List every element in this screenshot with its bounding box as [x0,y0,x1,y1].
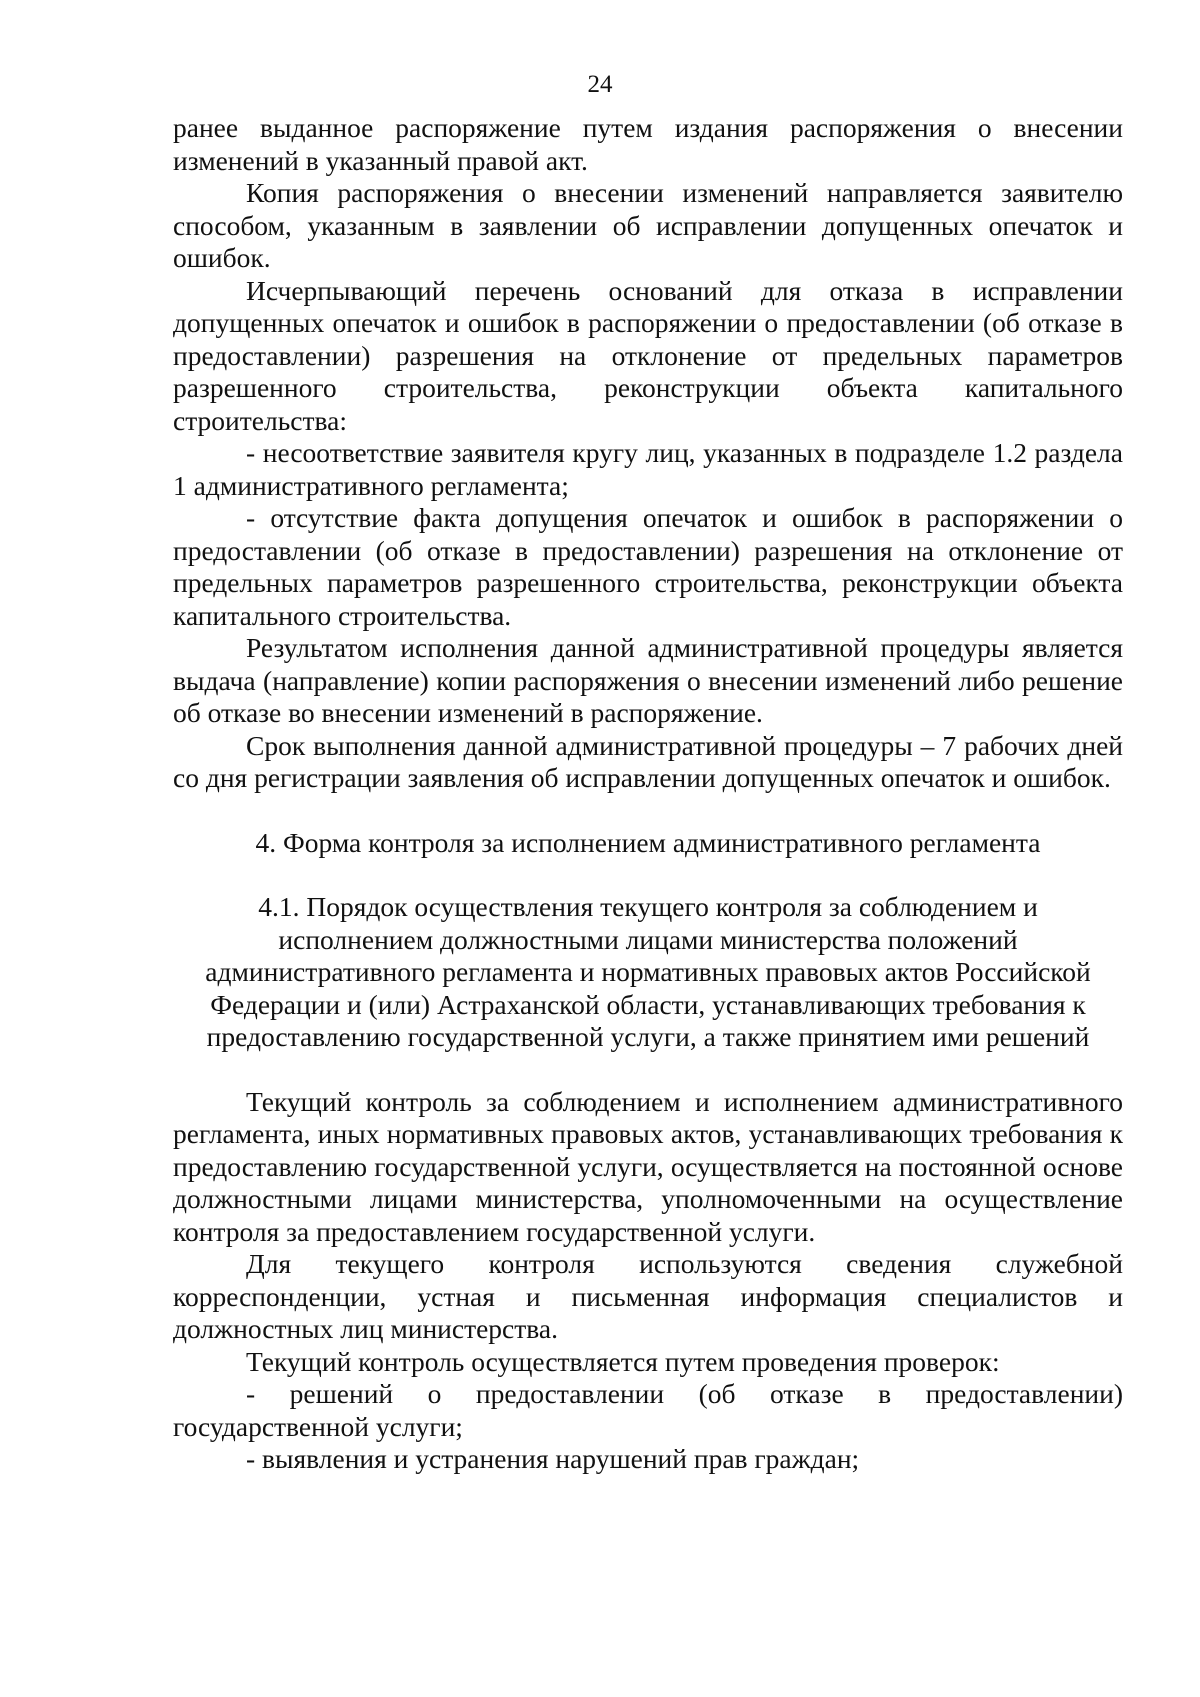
subsection-heading-line: исполнением должностными лицами министерства положений [278,923,1018,955]
subsection-heading [173,891,1123,1054]
paragraph-control-sources: Для текущего контроля используются сведения служебной корреспонденции, устная и письменная информация специалистов и должностных лиц министерства. [173,1248,1123,1344]
subsection-heading-line: 4.1. Порядок осуществления текущего контроля за соблюдением и [258,891,1038,922]
page-number: 24 [587,71,613,98]
list-item-inspection-2: - выявления и устранения нарушений прав граждан; [246,1443,860,1474]
paragraph-inspections: Текущий контроль осуществляется путем проведения проверок: [246,1345,1000,1377]
subsection-heading-line: административного регламента и нормативных правовых актов Российской [205,956,1091,987]
subsection-heading-line: Федерации и (или) Астраханской области, устанавливающих требования к [210,988,1086,1020]
list-item-ground-2: - отсутствие факта допущения опечаток и ошибок в распоряжении о предоставлении (об отказе в предоставлении) разрешения на отклонение от предельных параметров разрешенного строительства, реконструкции объекта капитального строительства. [173,502,1123,631]
paragraph-copy-sent: Копия распоряжения о внесении изменений направляется заявителю способом, указанным в заявлении об исправлении допущенных опечаток и ошибок. [173,177,1123,273]
subsection-heading-line: предоставлению государственной услуги, а также принятием ими решений [206,1021,1090,1052]
paragraph-result: Результатом исполнения данной административной процедуры является выдача (направление) копии распоряжения о внесении изменений либо решение об отказе во внесении изменений в распоряжение. [173,632,1123,728]
document-body [173,112,1123,1476]
paragraph-deadline: Срок выполнения данной административной процедуры – 7 рабочих дней со дня регистрации заявления об исправлении допущенных опечаток и ошибок. [173,729,1123,793]
paragraph-continuation: ранее выданное распоряжение путем издания распоряжения о внесении изменений в указанный правой акт. [173,112,1123,176]
paragraph-current-control: Текущий контроль за соблюдением и исполнением административного регламента, иных нормативных правовых актов, устанавливающих требования к предоставлению государственной услуги, осуществляется на постоянной основе должностными лицами министерства, уполномоченными на осуществление контроля за предоставлением государственной услуги. [173,1085,1123,1247]
list-item-inspection-1: - решений о предоставлении (об отказе в предоставлении) государственной услуги; [173,1378,1123,1442]
list-item-ground-1: - несоответствие заявителя кругу лиц, указанных в подразделе 1.2 раздела 1 административного регламента; [173,437,1123,501]
paragraph-refusal-grounds: Исчерпывающий перечень оснований для отказа в исправлении допущенных опечаток и ошибок в распоряжении о предоставлении (об отказе в предоставлении) разрешения на отклонение от предельных параметров разрешенного строительства, реконструкции объекта капитального строительства: [173,274,1123,436]
section-heading: 4. Форма контроля за исполнением административного регламента [255,826,1041,858]
